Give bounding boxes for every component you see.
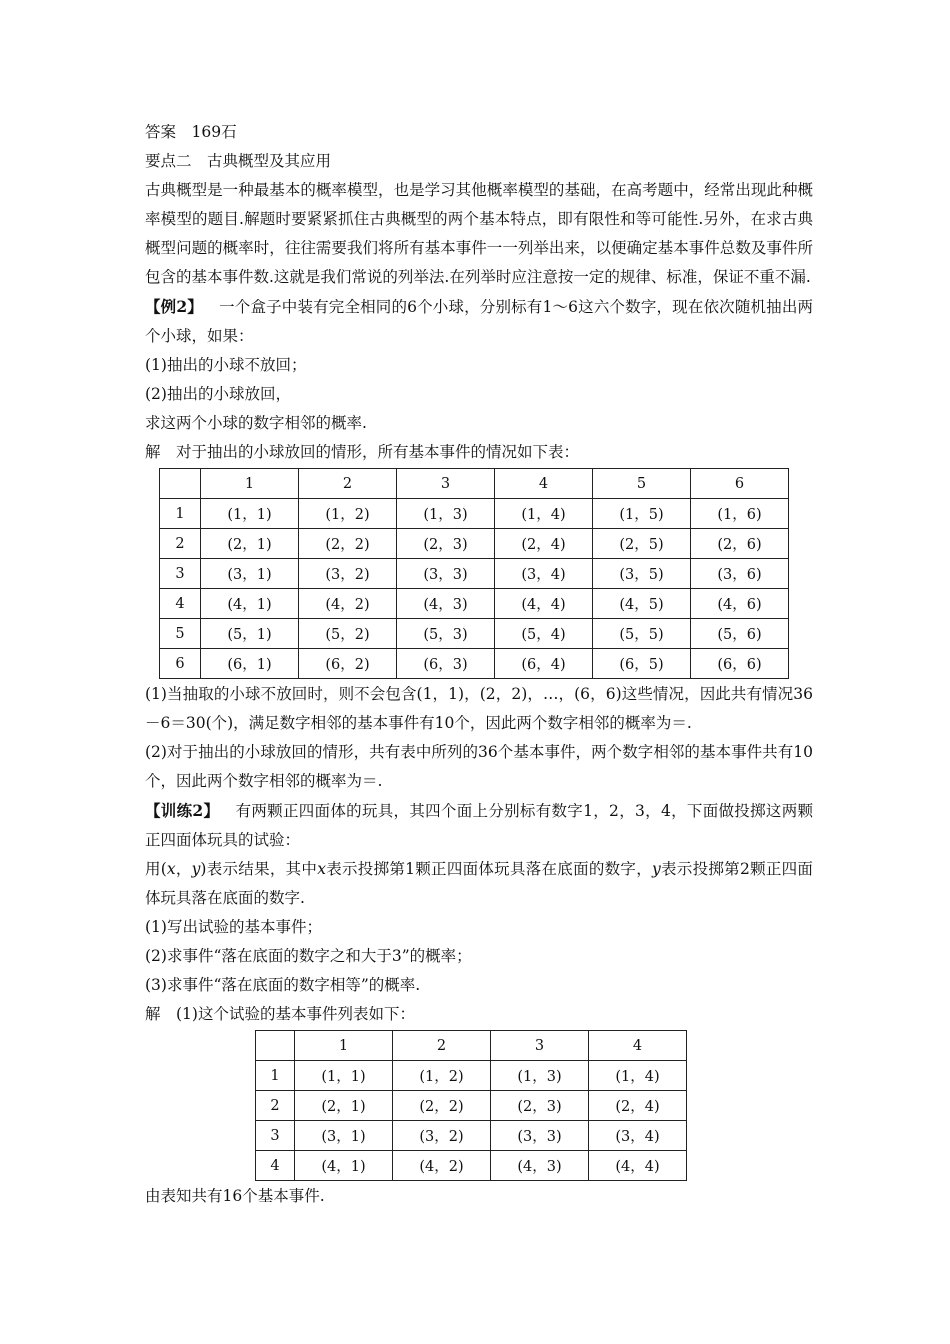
training2-description	[145, 855, 813, 913]
table-cell: (6，5)	[593, 649, 691, 679]
table-cell: (1，1)	[295, 1061, 393, 1091]
table-cell: (2，1)	[295, 1091, 393, 1121]
section-title: 要点二 古典概型及其应用	[145, 152, 332, 170]
table-cell: (3，1)	[201, 559, 299, 589]
table-row	[160, 589, 789, 619]
table-row	[160, 649, 789, 679]
table-cell: (4，6)	[691, 589, 789, 619]
table-row-header: 1	[160, 499, 201, 529]
table-cell: (5，6)	[691, 619, 789, 649]
table-row	[256, 1061, 687, 1091]
table-row	[256, 1091, 687, 1121]
table-row	[160, 499, 789, 529]
document-page	[145, 118, 813, 1211]
table-cell: (2，4)	[495, 529, 593, 559]
training2-q2: (2)求事件“落在底面的数字之和大于3”的概率；	[145, 947, 472, 965]
table-row-header: 4	[160, 589, 201, 619]
table-cell: (3，2)	[393, 1121, 491, 1151]
table-cell: (4，3)	[491, 1151, 589, 1181]
example2-answer-2: (2)对于抽出的小球放回的情形，共有表中所列的36个基本事件，两个数字相邻的基本事件共有10个，因此两个数字相邻的概率为＝.	[145, 743, 813, 790]
example2-ask: 求这两个小球的数字相邻的概率.	[145, 414, 367, 432]
table-header-cell: 3	[397, 469, 495, 499]
table-row-header: 3	[256, 1121, 295, 1151]
table-cell: (6，1)	[201, 649, 299, 679]
table-cell: (2，5)	[593, 529, 691, 559]
table-cell: (3，4)	[589, 1121, 687, 1151]
answer-line: 答案 169石	[145, 123, 237, 141]
table-cell: (2，3)	[397, 529, 495, 559]
table-cell: (5，4)	[495, 619, 593, 649]
table-header-cell	[160, 469, 201, 499]
var-y: y	[191, 860, 201, 878]
table-header-cell: 1	[295, 1031, 393, 1061]
table-cell: (4，2)	[299, 589, 397, 619]
table-cell: (3，3)	[397, 559, 495, 589]
table-cell: (4，4)	[495, 589, 593, 619]
outcome-table-4x4	[255, 1030, 687, 1181]
table-header-cell: 6	[691, 469, 789, 499]
table-cell: (4，1)	[201, 589, 299, 619]
table-row	[160, 529, 789, 559]
desc-part: )表示结果，其中	[200, 860, 318, 878]
table-cell: (5，3)	[397, 619, 495, 649]
table-cell: (3，4)	[495, 559, 593, 589]
table-cell: (6，2)	[299, 649, 397, 679]
table-cell: (6，4)	[495, 649, 593, 679]
table-header-cell: 4	[589, 1031, 687, 1061]
table-cell: (3，3)	[491, 1121, 589, 1151]
table-row	[160, 559, 789, 589]
example2-q2: (2)抽出的小球放回，	[145, 385, 291, 403]
table-cell: (1，1)	[201, 499, 299, 529]
desc-part: ，	[175, 860, 192, 878]
table-row-header: 2	[256, 1091, 295, 1121]
table-header-cell: 4	[495, 469, 593, 499]
table-header-cell: 1	[201, 469, 299, 499]
var-x: x	[166, 860, 176, 878]
table-header-cell: 3	[491, 1031, 589, 1061]
outcome-table-6x6	[159, 468, 789, 679]
table-cell: (6，6)	[691, 649, 789, 679]
example2-text: 一个盒子中装有完全相同的6个小球，分别标有1～6这六个数字，现在依次随机抽出两个小球，如果：	[145, 298, 813, 345]
table-cell: (5，5)	[593, 619, 691, 649]
table-header-row	[160, 469, 789, 499]
table-cell: (4，3)	[397, 589, 495, 619]
table-cell: (1，5)	[593, 499, 691, 529]
example2-q1: (1)抽出的小球不放回；	[145, 356, 307, 374]
example2-statement	[145, 292, 813, 351]
table-cell: (1，2)	[393, 1061, 491, 1091]
training2-text: 有两颗正四面体的玩具，其四个面上分别标有数字1，2，3，4，下面做投掷这两颗正四面体玩具的试验：	[145, 802, 813, 849]
table-row-header: 2	[160, 529, 201, 559]
training2-conclusion: 由表知共有16个基本事件.	[145, 1187, 325, 1205]
table-row	[160, 619, 789, 649]
table-cell: (3，1)	[295, 1121, 393, 1151]
table-cell: (6，3)	[397, 649, 495, 679]
table-cell: (1，3)	[491, 1061, 589, 1091]
desc-part: 用(	[145, 860, 167, 878]
var-y: y	[652, 860, 661, 878]
table-row-header: 1	[256, 1061, 295, 1091]
training2-statement	[145, 796, 813, 855]
var-x: x	[317, 860, 326, 878]
table-row	[256, 1121, 687, 1151]
table-cell: (4，5)	[593, 589, 691, 619]
table-row-header: 5	[160, 619, 201, 649]
table-cell: (2，3)	[491, 1091, 589, 1121]
table-row-header: 6	[160, 649, 201, 679]
training2-q3: (3)求事件“落在底面的数字相等”的概率.	[145, 976, 421, 994]
table-cell: (1，6)	[691, 499, 789, 529]
table-header-cell: 2	[299, 469, 397, 499]
example2-solution-lead: 解 对于抽出的小球放回的情形，所有基本事件的情况如下表：	[145, 443, 580, 461]
table-cell: (3，5)	[593, 559, 691, 589]
table-cell: (4，4)	[589, 1151, 687, 1181]
table-cell: (1，2)	[299, 499, 397, 529]
training2-tag: 【训练2】	[145, 801, 220, 820]
example2-tag: 【例2】	[145, 297, 203, 316]
table-row-header: 3	[160, 559, 201, 589]
table-cell: (1，4)	[589, 1061, 687, 1091]
training2-q1: (1)写出试验的基本事件；	[145, 918, 322, 936]
table-cell: (2，6)	[691, 529, 789, 559]
table-cell: (5，2)	[299, 619, 397, 649]
table-cell: (4，1)	[295, 1151, 393, 1181]
table-header-cell: 5	[593, 469, 691, 499]
intro-paragraph: 古典概型是一种最基本的概率模型，也是学习其他概率模型的基础，在高考题中，经常出现此种概率模型的题目.解题时要紧紧抓住古典概型的两个基本特点，即有限性和等可能性.另外，在求古典概型问题的概率时，往往需要我们将所有基本事件一一列举出来，以便确定基本事件总数及事件所包含的基本事件数.这就是我们常说的列举法.在列举时应注意按一定的规律、标准，保证不重不漏.	[145, 181, 813, 286]
table-cell: (1，4)	[495, 499, 593, 529]
table-cell: (4，2)	[393, 1151, 491, 1181]
table-cell: (2，4)	[589, 1091, 687, 1121]
training2-solution-lead: 解 (1)这个试验的基本事件列表如下：	[145, 1005, 415, 1023]
table-cell: (2，2)	[393, 1091, 491, 1121]
table-cell: (2，1)	[201, 529, 299, 559]
table-cell: (3，6)	[691, 559, 789, 589]
table-header-row	[256, 1031, 687, 1061]
table-header-cell: 2	[393, 1031, 491, 1061]
table-header-cell	[256, 1031, 295, 1061]
table-cell: (5，1)	[201, 619, 299, 649]
example2-answer-1: (1)当抽取的小球不放回时，则不会包含(1，1)，(2，2)，…，(6，6)这些情况，因此共有情况36－6＝30(个)，满足数字相邻的基本事件有10个，因此两个数字相邻的概率为＝.	[145, 685, 813, 732]
table-row-header: 4	[256, 1151, 295, 1181]
table-cell: (1，3)	[397, 499, 495, 529]
desc-part: 表示投掷第1颗正四面体玩具落在底面的数字，	[325, 860, 652, 878]
table-cell: (2，2)	[299, 529, 397, 559]
table-row	[256, 1151, 687, 1181]
table-cell: (3，2)	[299, 559, 397, 589]
desc-part: 表示投掷第2颗正四面体玩具落在底面的数字.	[145, 860, 813, 907]
